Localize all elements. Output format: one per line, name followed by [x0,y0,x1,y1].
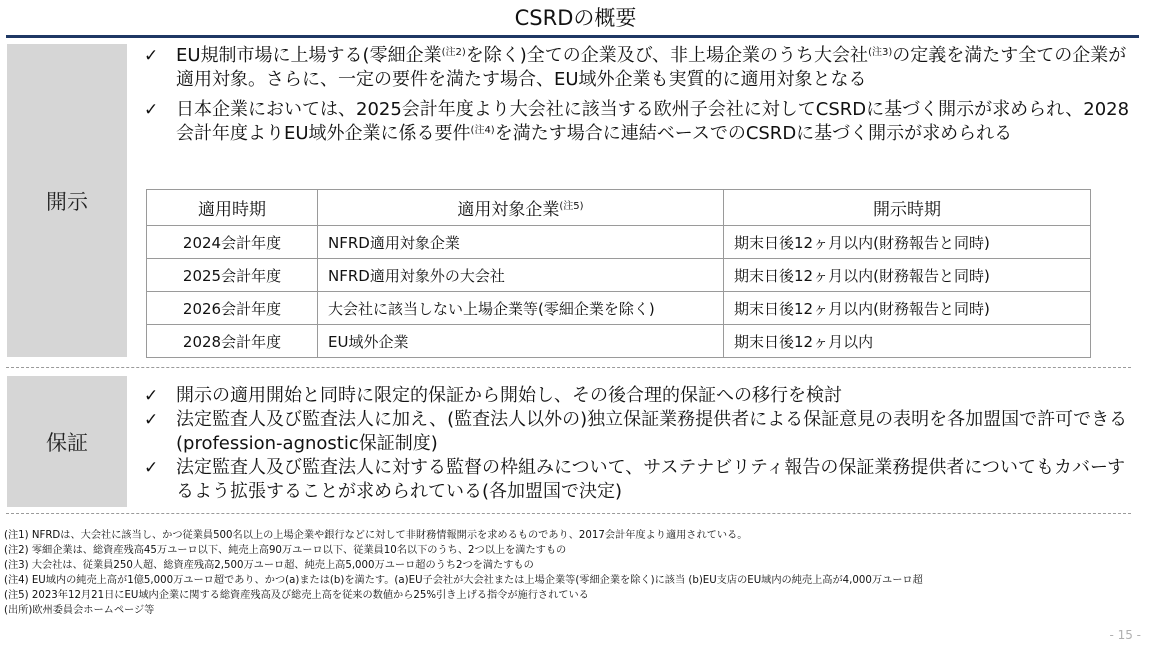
bullet-text: 法定監査人及び監査法人に対する監督の枠組みについて、サステナビリティ報告の保証業務提供者についてもカバーするよう拡張することが求められている(各加盟国で決定) [176,457,1126,502]
header-timing: 開示時期 [724,190,1091,226]
assurance-bullet-1 [144,384,1134,408]
cell-period: 2025会計年度 [147,259,318,292]
check-icon: ✓ [144,386,159,406]
assurance-bullet-2 [144,408,1134,456]
table-row [147,325,1091,358]
notes-divider [6,513,1131,514]
table-row [147,259,1091,292]
bullet-text: 開示の適用開始と同時に限定的保証から開始し、その後合理的保証への移行を検討 [176,385,842,406]
assurance-bullets [144,384,1134,504]
cell-timing: 期末日後12ヶ月以内(財務報告と同時) [724,292,1091,325]
section-divider [6,367,1131,368]
footnote-3: (注3) 大会社は、従業員250人超、総資産残高2,500万ユーロ超、純売上高5,000万ユーロ超のうち2つを満たすもの [4,560,534,571]
header-period: 適用時期 [147,190,318,226]
source-note: (出所)欧州委員会ホームページ等 [4,605,155,616]
check-icon: ✓ [144,100,159,120]
cell-timing: 期末日後12ヶ月以内(財務報告と同時) [724,226,1091,259]
cell-period: 2028会計年度 [147,325,318,358]
cell-period: 2026会計年度 [147,292,318,325]
cell-target: EU域外企業 [318,325,724,358]
cell-timing: 期末日後12ヶ月以内(財務報告と同時) [724,259,1091,292]
section-label-assurance: 保証 [7,376,127,507]
schedule-table [146,189,1091,358]
bullet-text: 法定監査人及び監査法人に加え、(監査法人以外の)独立保証業務提供者による保証意見の表明を各加盟国で許可できる (profession-agnostic保証制度) [176,409,1128,454]
footnote-5: (注5) 2023年12月21日にEU域内企業に関する総資産残高及び総売上高を従来の数値から25%引き上げる指令が施行されている [4,590,589,601]
cell-period: 2024会計年度 [147,226,318,259]
cell-timing: 期末日後12ヶ月以内 [724,325,1091,358]
disclosure-bullet-2 [144,98,1134,146]
disclosure-bullet-1 [144,44,1134,92]
assurance-bullet-3 [144,456,1134,504]
disclosure-bullets [144,44,1134,152]
page-title: CSRDの概要 [514,6,637,30]
bullet-text: EU規制市場に上場する(零細企業$^{(注2)}$を除く)全ての企業及び、非上場企業のうち大会社$^{(注3)}$の定義を満たす全ての企業が適用対象。さらに、一定の要件を満たす場合、EU域外企業も実質的に適用対象となる [176,45,1127,90]
footnote-1: (注1) NFRDは、大会社に該当し、かつ従業員500名以上の上場企業や銀行などに対して非財務情報開示を求めるものであり、2017会計年度より適用されている。 [4,530,748,541]
page-number: - 15 - [1109,628,1141,642]
footnote-2: (注2) 零細企業は、総資産残高45万ユーロ以下、純売上高90万ユーロ以下、従業員10名以下のうち、2つ以上を満たすもの [4,545,567,556]
footnote-4: (注4) EU域内の純売上高が1億5,000万ユーロ超であり、かつ(a)または(b)を満たす。(a)EU子会社が大会社または上場企業等(零細企業を除く)に該当 (b)EU支店のEU域内の純売上高が4,000万ユーロ超 [4,575,923,586]
header-target: 適用対象企業$^{(注5)}$ [318,190,724,226]
title-divider [6,35,1139,38]
section-label-disclosure: 開示 [7,44,127,357]
cell-target: NFRD適用対象企業 [318,226,724,259]
check-icon: ✓ [144,410,159,430]
table-header-row [147,190,1091,226]
check-icon: ✓ [144,458,159,478]
bullet-text: 日本企業においては、2025会計年度より大会社に該当する欧州子会社に対してCSRDに基づく開示が求められ、2028会計年度よりEU域外企業に係る要件$^{(注4)}$を満たす場合に連結ベースでのCSRDに基づく開示が求められる [176,99,1130,144]
cell-target: NFRD適用対象外の大会社 [318,259,724,292]
check-icon: ✓ [144,46,159,66]
footnotes [4,528,1144,618]
table-row [147,292,1091,325]
cell-target: 大会社に該当しない上場企業等(零細企業を除く) [318,292,724,325]
table-row [147,226,1091,259]
